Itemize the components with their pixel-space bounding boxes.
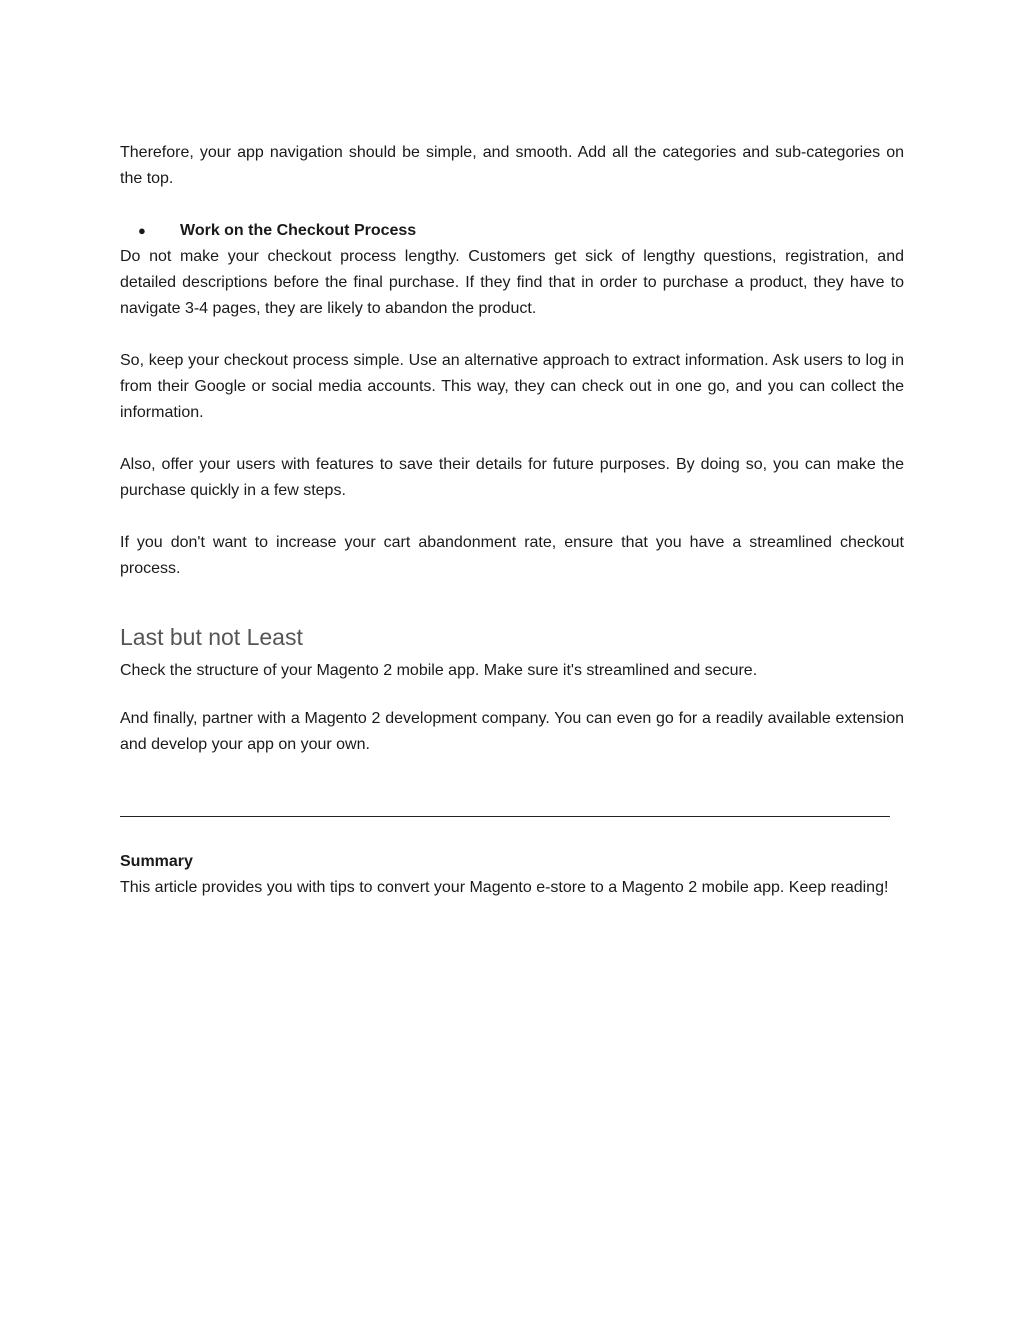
summary-title: Summary [120, 853, 193, 870]
checkout-heading: Work on the Checkout Process [180, 222, 417, 239]
checkout-paragraph-1: Do not make your checkout process lengthy. Customers get sick of lengthy questions, registration, and detailed descriptions before the final purchase. If they find that in order to purchase a product, they have to navigate 3-4 pages, they are likely to abandon the product. [120, 248, 904, 317]
summary-text: This article provides you with tips to convert your Magento e-store to a Magento 2 mobile app. Keep reading! [120, 879, 889, 896]
last-paragraph-2: And finally, partner with a Magento 2 development company. You can even go for a readily available extension and develop your app on your own. [120, 710, 904, 753]
bullet-dot-icon: ● [138, 223, 146, 238]
checkout-paragraph-3: Also, offer your users with features to save their details for future purposes. By doing so, you can make the purchase quickly in a few steps. [120, 456, 904, 499]
last-paragraph-1: Check the structure of your Magento 2 mobile app. Make sure it's streamlined and secure. [120, 662, 758, 679]
checkout-paragraph-2: So, keep your checkout process simple. Use an alternative approach to extract information. Ask users to log in from their Google or social media accounts. This way, they can check out in one go, and you can collect the information. [120, 352, 904, 421]
horizontal-divider [120, 816, 890, 817]
checkout-bullet-item [138, 218, 904, 244]
intro-paragraph: Therefore, your app navigation should be simple, and smooth. Add all the categories and sub-categories on the top. [120, 144, 904, 187]
section-heading-last: Last but not Least [120, 624, 303, 650]
checkout-paragraph-4: If you don't want to increase your cart abandonment rate, ensure that you have a streamlined checkout process. [120, 534, 904, 577]
document-page [120, 140, 904, 901]
